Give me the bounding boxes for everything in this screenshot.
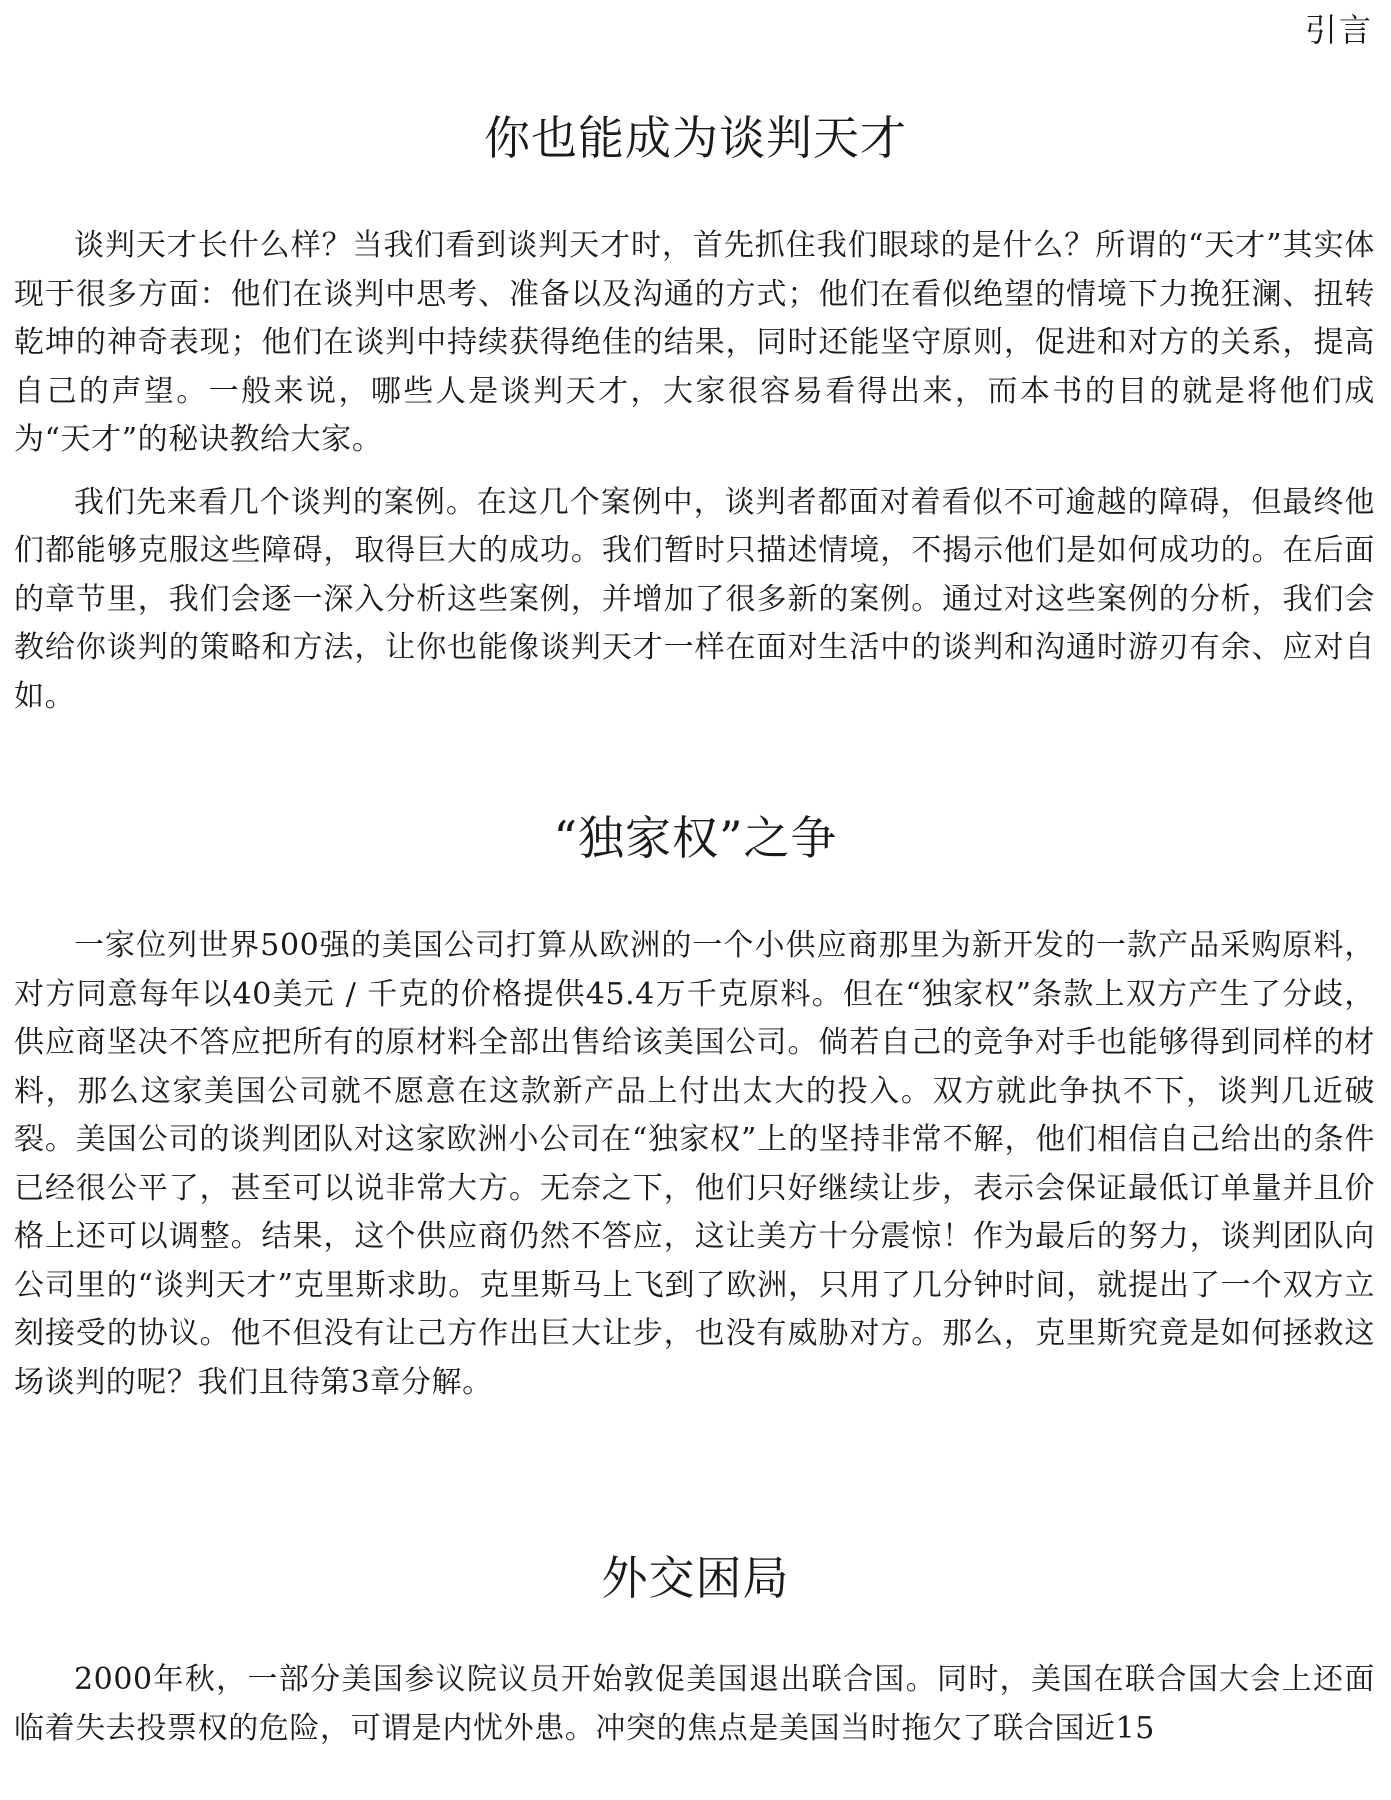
section-title: 你也能成为谈判天才: [484, 111, 907, 165]
paragraph: 2000年秋，一部分美国参议院议员开始敦促美国退出联合国。同时，美国在联合国大会上还面临着失去投票权的危险，可谓是内忧外患。冲突的焦点是美国当时拖欠了联合国近15: [14, 1662, 1375, 1746]
paragraph: 我们先来看几个谈判的案例。在这几个案例中，谈判者都面对着看似不可逾越的障碍，但最终他们都能够克服这些障碍，取得巨大的成功。我们暂时只描述情境，不揭示他们是如何成功的。在后面的章节里，我们会逐一深入分析这些案例，并增加了很多新的案例。通过对这些案例的分析，我们会教给你谈判的策略和方法，让你也能像谈判天才一样在面对生活中的谈判和沟通时游刃有余、应对自如。: [14, 484, 1375, 714]
section-title: “独家权”之争: [553, 811, 838, 865]
section-title: 外交困局: [601, 1551, 790, 1605]
section-body: [14, 1656, 1375, 1753]
section-body: [14, 922, 1375, 1407]
paragraph: 谈判天才长什么样？当我们看到谈判天才时，首先抓住我们眼球的是什么？所谓的“天才”其实体现于很多方面：他们在谈判中思考、准备以及沟通的方式；他们在看似绝望的情境下力挽狂澜、扭转乾坤的神奇表现；他们在谈判中持续获得绝佳的结果，同时还能坚守原则，促进和对方的关系，提高自己的声望。一般来说，哪些人是谈判天才，大家很容易看得出来，而本书的目的就是将他们成为“天才”的秘诀教给大家。: [14, 228, 1375, 457]
paragraph: 一家位列世界500强的美国公司打算从欧洲的一个小供应商那里为新开发的一款产品采购原料，对方同意每年以40美元 / 千克的价格提供45.4万千克原料。但在“独家权”条款上双方产生了分歧，供应商坚决不答应把所有的原材料全部出售给该美国公司。倘若自己的竞争对手也能够得到同样的材料，那么这家美国公司就不愿意在这款新产品上付出太大的投入。双方就此争执不下，谈判几近破裂。美国公司的谈判团队对这家欧洲小公司在“独家权”上的坚持非常不解，他们相信自己给出的条件已经很公平了，甚至可以说非常大方。无奈之下，他们只好继续让步，表示会保证最低订单量并且价格上还可以调整。结果，这个供应商仍然不答应，这让美方十分震惊！作为最后的努力，谈判团队向公司里的“谈判天才”克里斯求助。克里斯马上飞到了欧洲，只用了几分钟时间，就提出了一个双方立刻接受的协议。他不但没有让己方作出巨大让步，也没有威胁对方。那么，克里斯究竟是如何拯救这场谈判的呢？我们且待第3章分解。: [14, 928, 1375, 1400]
section-body: [14, 222, 1375, 721]
running-header: 引言: [1304, 11, 1373, 49]
